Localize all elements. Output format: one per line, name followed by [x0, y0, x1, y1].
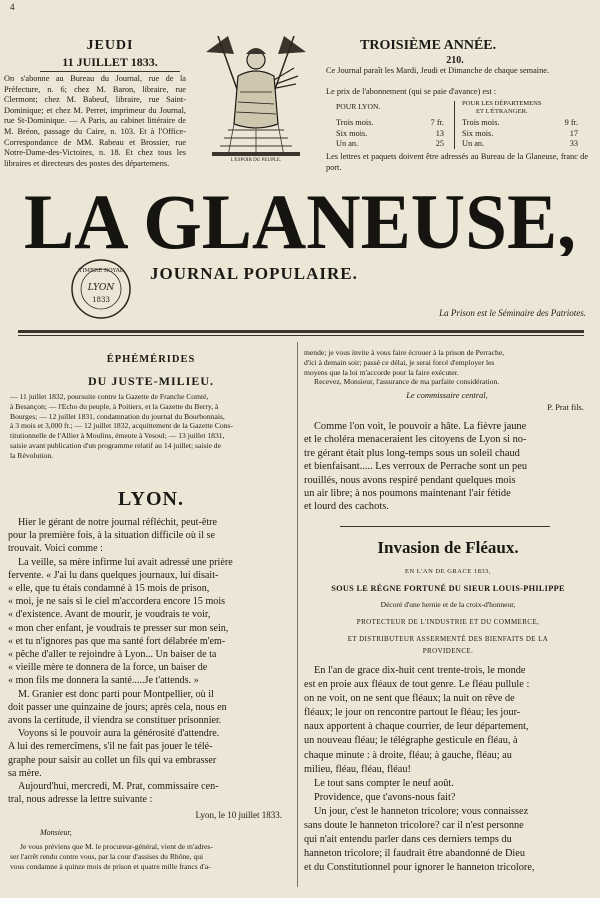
price-value: 7 fr.: [430, 118, 444, 127]
invasion-title: Invasion de Fléaux.: [377, 538, 519, 557]
letter-salutation: Monsieur,: [40, 828, 72, 837]
column-divider: [297, 342, 298, 887]
price-row: [336, 129, 444, 140]
letter-dateline: Lyon, le 10 juillet 1833.: [195, 810, 282, 820]
letter-line: vous condamne à quinze mois de prison et quatre mille francs d'a-: [10, 861, 211, 871]
schedule-text: Ce Journal paraît les Mardi, Jeudi et Dimanche de chaque semaine.: [326, 66, 550, 75]
article-line: est en proie aux fléaux de tout genre. Le fléau pullule :: [304, 679, 530, 691]
price-table-dept: [462, 118, 578, 150]
letter-line: moyens que la loi m'accorde pour la faire exécuter.: [304, 367, 459, 377]
article-line: on ne voit, on ne sent que fléaux; la nuit on rêve de: [304, 693, 515, 705]
invasion-year: EN L'AN DE GRACE 1833,: [404, 568, 491, 575]
masthead-subtitle: JOURNAL POPULAIRE.: [150, 264, 358, 283]
ephemerides-line: à Besançon; — l'Echo du peuple, à Poitiers, et la Gazette du Berry, à: [10, 401, 219, 411]
price-table-lyon: [336, 118, 444, 150]
article-line: « et tu n'ignores pas que ma santé fort délabrée m'em-: [8, 635, 226, 647]
article-line: pour la première fois, à la situation difficile où il se: [8, 530, 215, 542]
page-mark: 4: [10, 2, 15, 12]
comment-text: [304, 420, 592, 514]
article-line: milieu, fléau, fléau, fléau!: [304, 763, 411, 775]
invasion-article: [304, 664, 594, 875]
stamp-seal: [70, 258, 132, 320]
article-line: « vieille mère te donnera de la force, un baiser de: [8, 662, 208, 674]
ephemerides-subtitle: DU JUSTE-MILIEU.: [87, 374, 214, 388]
article-line: un air libre; à nos poumons maintenant l'air fétide: [304, 488, 511, 500]
article-line: hanneton tricolore; il faudrait être abandonné de Dieu: [304, 848, 526, 860]
letter-line: mende; je vous invite à vous faire écrouer à la prison de Perrache,: [304, 348, 505, 357]
price-label: Six mois.: [336, 128, 368, 138]
article-line: « pêche d'aller te rejoindre à Lyon... Un baiser de ta: [8, 649, 217, 661]
price-value: 17: [569, 128, 578, 138]
price-intro: Le prix de l'abonnement (qui se paie d'avance) est :: [326, 87, 497, 96]
price-label: Un an.: [336, 139, 359, 149]
stamp-year: 1833: [92, 296, 110, 304]
masthead-title-svg: [22, 186, 582, 256]
article-line: chaque minute : à droite, fléau; à gauche, fléau; au: [304, 749, 512, 761]
letter-line: d'ici à demain soir; passé ce délai, je serai forcé d'employer les: [304, 357, 495, 367]
subscription-extra: Et chez tous les libraires et directeurs des postes des départemens.: [4, 148, 187, 168]
vignette-caption: L'ESPOIR DU PEUPLE.: [230, 158, 282, 163]
section-rule: [340, 526, 550, 527]
price-heading-lyon: POUR LYON.: [336, 102, 381, 111]
article-line: « elle, que tu étais condamné à 15 mois de prison,: [8, 583, 210, 595]
signature-name: P. Prat fils.: [547, 402, 584, 412]
issue-date: 11 JUILLET 1833.: [62, 55, 158, 69]
price-row: [462, 118, 578, 129]
article-line: fervente. « J'ai lu dans quelques journaux, lui disait-: [8, 569, 219, 581]
price-value: 13: [435, 128, 444, 138]
lyon-article: [8, 516, 294, 806]
invasion-distributor-2: PROVIDENCE.: [422, 647, 474, 655]
article-line: doit passer une quinzaine de jours; après cela, nous en: [8, 701, 227, 713]
article-line: La veille, sa mère infirme lui avait adressé une prière: [18, 556, 233, 568]
signature-title: Le commissaire central,: [406, 390, 488, 400]
price-value: 25: [435, 139, 444, 149]
letter-continuation: [304, 348, 590, 387]
ephemerides-title: ÉPHÉMÉRIDES: [106, 354, 196, 365]
article-line: Aujourd'hui, mercredi, M. Prat, commissaire cen-: [18, 781, 219, 793]
tax-stamp: [70, 258, 132, 320]
masthead-rule: [18, 330, 584, 333]
price-label: Six mois.: [462, 128, 494, 138]
price-heading-dept: [462, 100, 590, 116]
stamp-text: TIMBRE ROYAL: [78, 268, 124, 274]
price-row: [462, 139, 578, 150]
article-line: sans doute le hanneton tricolore? car il n'est personne: [304, 820, 524, 832]
masthead-title: LA GLANEUSE,: [24, 186, 576, 256]
article-line: A lui des remercîmens, s'il ne fait pas jouer le télé-: [8, 741, 213, 753]
price-value: 9 fr.: [564, 118, 578, 127]
article-line: Hier le gérant de notre journal réfléchit, peut-être: [18, 517, 217, 528]
article-line: avons la certitude, il viendra se constituer prisonnier.: [8, 715, 222, 727]
article-line: et du Constitutionnel pour ignorer le hanneton tricolore,: [304, 862, 535, 874]
article-line: tral, nous adresse la lettre suivante :: [8, 794, 153, 806]
article-line: graphe pour saisir au collet un fils qui va embrasser: [8, 754, 217, 766]
subscription-text: [4, 74, 186, 169]
price-label: Trois mois.: [336, 118, 374, 127]
article-line: En l'an de grace dix-huit cent trente-trois, le monde: [314, 665, 526, 676]
masthead-vignette: [198, 32, 314, 166]
price-label: Un an.: [462, 139, 485, 149]
article-line: rouillés, nous avons respiré pendant quelques mois: [304, 474, 516, 486]
stamp-city: LYON: [87, 283, 115, 293]
article-line: Voyons si le pouvoir aura la générosité d'attendre.: [18, 728, 220, 740]
date-rule: [40, 71, 180, 72]
price-row: [336, 139, 444, 150]
article-line: et lourd des cachots.: [304, 501, 389, 513]
letter-line: Recevez, Monsieur, l'assurance de ma parfaite considération.: [314, 377, 500, 387]
letter-line: Je vous préviens que M. le procureur-général, vient de m'adres-: [20, 842, 213, 851]
ephemerides-line: la Révolution.: [10, 450, 54, 460]
article-line: qui n'ait entendu parler dans ces derniers temps du: [304, 834, 512, 846]
article-line: et le choléra menaceraient les citoyens de Lyon si no-: [304, 434, 527, 446]
article-line: Un jour, c'est le hanneton tricolore; vous connaissez: [314, 805, 529, 817]
price-heading-dept-1: POUR LES DÉPARTEMENS: [462, 100, 542, 107]
ephemerides-line: saisie avant publication d'un programme relatif au 14 juillet; saisie de: [10, 440, 221, 450]
masthead-rule-thin: [18, 335, 584, 336]
vignette-illustration: [198, 32, 314, 166]
article-line: tre gérant était plus long-temps sous un soleil chaud: [304, 447, 520, 459]
price-label: Trois mois.: [462, 118, 500, 127]
issue-day: JEUDI: [86, 38, 134, 53]
ephemerides-text: [10, 392, 294, 461]
letter-line: ser l'arrêt rendu contre vous, par la cour d'assises du Rhône, qui: [10, 851, 204, 861]
article-line: fléaux; le jour on rencontre partout le fléau; les jour-: [304, 707, 521, 719]
masthead-title-box: [22, 186, 582, 256]
price-divider: [454, 101, 455, 149]
article-line: M. Granier est donc parti pour Montpellier, où il: [18, 688, 214, 700]
issue-number: 210.: [446, 55, 464, 66]
price-value: 33: [569, 139, 578, 149]
letters-text: Les lettres et paquets doivent être adressés au Bureau de la Glaneuse, franc de port.: [326, 152, 588, 172]
price-row: [462, 129, 578, 140]
article-line: un nouveau fléau; le télégraphe gesticule en fléau, à: [304, 735, 518, 747]
article-line: sa mère.: [8, 767, 42, 779]
article-line: Le tout sans compter le neuf août.: [314, 777, 454, 789]
article-line: Comme l'on voit, le pouvoir a hâte. La fièvre jaune: [314, 421, 527, 432]
article-line: « mon fils me donnera la santé.....Je t'attends. »: [8, 675, 199, 687]
price-row: [336, 118, 444, 129]
invasion-protector: PROTECTEUR DE L'INDUSTRIE ET DU COMMERCE,: [356, 618, 540, 626]
article-line: Providence, que t'avons-nous fait?: [314, 791, 456, 803]
article-line: « mon cher enfant, je voudrais te presser sur mon sein,: [8, 622, 229, 634]
article-line: « d'existence. Avant de mourir, je voudrais te voir,: [8, 609, 211, 621]
invasion-reign: SOUS LE RÈGNE FORTUNÉ DU SIEUR LOUIS-PHILIPPE: [331, 584, 565, 593]
ephemerides-line: Bourges; — 12 juillet 1831, condamnation du journal du Bourbonnais,: [10, 411, 225, 421]
article-line: et bienfaisant..... Les verroux de Perrache sont un peu: [304, 461, 528, 473]
letter-text: [10, 842, 294, 871]
lyon-title: LYON.: [118, 488, 184, 510]
ephemerides-line: — 11 juillet 1832, poursuite contre la Gazette de Franche Comté,: [10, 392, 209, 401]
subscription-body: On s'abonne au Bureau du Journal, rue de la Préfecture, n. 6; chez M. Baron, libraire, rue Clermont; chez M. Babeuf, libraire, rue Saint-Dominique; et chez M. Perret, imprimeur du Journal, rue St-Dominique. — A Paris, au cabinet littéraire de M. Bréon, passage du Caire, n. 103. Et à l'Office-Correspondance de MM. Rabeau et Brossier, rue Notre-Dame-des-Victoires, n. 18.: [4, 74, 186, 158]
masthead-motto: La Prison est le Séminaire des Patriotes.: [439, 308, 586, 318]
invasion-decor: Décoré d'une hernie et de la croix-d'honneur,: [380, 600, 516, 609]
invasion-distributor: ET DISTRIBUTEUR ASSERMENTÉ DES BIENFAITS DE LA: [347, 635, 549, 643]
price-heading-dept-2: ET L'ÉTRANGER.: [476, 108, 528, 115]
ephemerides-line: titutionnelle de l'Allier à Moulins, émeute à Vesoul; — 13 juillet 1831,: [10, 431, 225, 441]
year-label: TROISIÈME ANNÉE.: [360, 38, 497, 53]
article-line: « moi, je ne sais si le ciel m'accordera encore 15 mois: [8, 596, 226, 608]
article-line: naux apportent à chaque courrier, de leur département,: [304, 721, 529, 733]
ephemerides-line: à 3 mois et 3,000 fr.; — 12 juillet 1832, acquittement de la Gazette Cons-: [10, 421, 233, 431]
article-line: trouvait. Voici comme :: [8, 543, 103, 555]
